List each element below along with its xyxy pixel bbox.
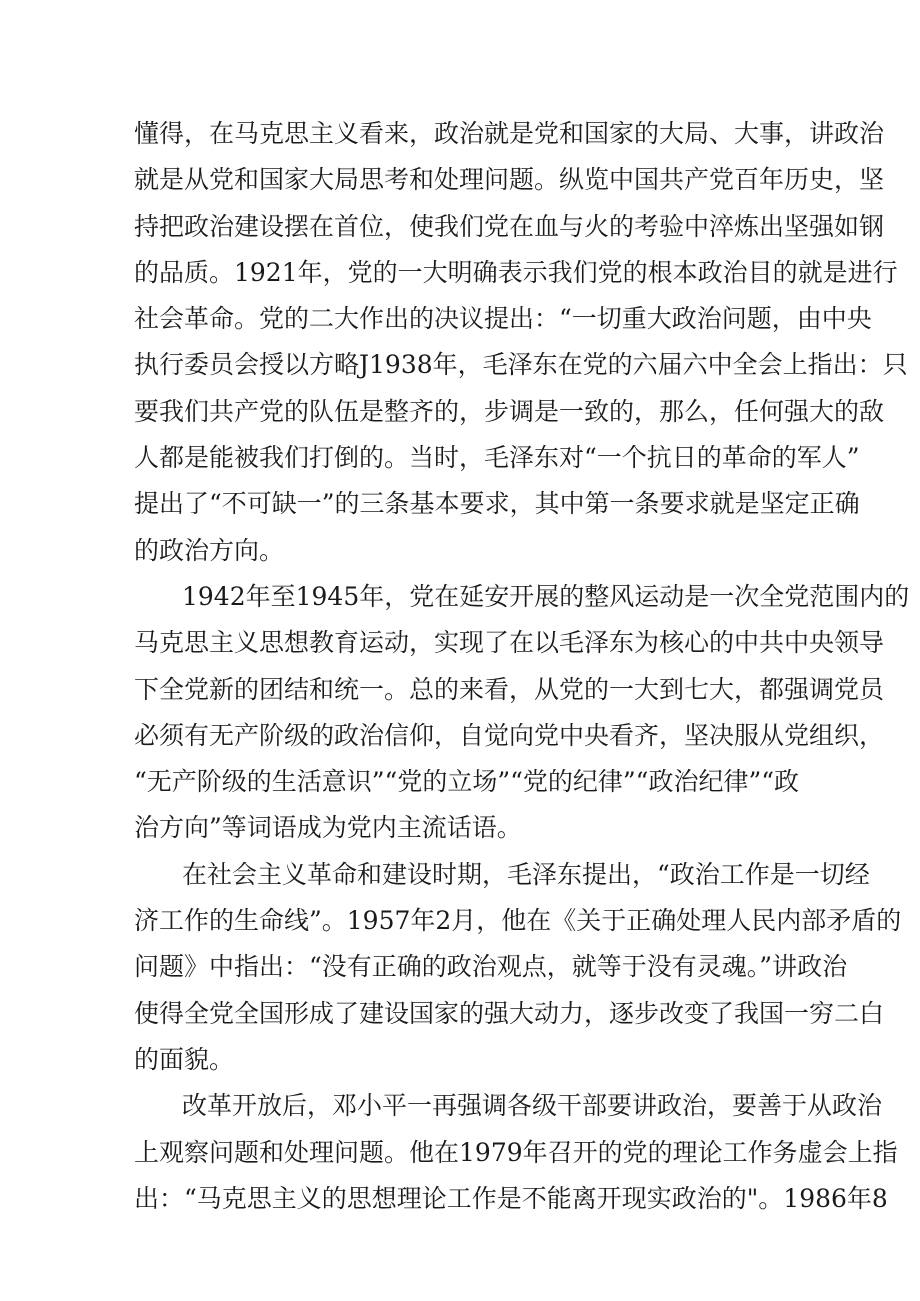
text-line: 执行委员会授以方略J1938年，毛泽东在党的六届六中全会上指出：只 [134, 350, 908, 380]
text-line: 的面貌。 [134, 1044, 235, 1074]
text-line: 1942年至1945年，党在延安开展的整风运动是一次全党范围内的 [182, 581, 910, 611]
document-body [134, 111, 910, 1222]
text-line: 必须有无产阶级的政治信仰，自觉向党中央看齐，坚决服从党组织， [134, 720, 885, 750]
text-line: 马克思主义思想教育运动，实现了在以毛泽东为核心的中共中央领导 [134, 628, 885, 658]
paragraph-2 [134, 574, 910, 852]
text-line: 就是从党和国家大局思考和处理问题。纵览中国共产党百年历史，坚 [134, 165, 885, 195]
text-line: 改革开放后，邓小平一再强调各级干部要讲政治，要善于从政治 [182, 1091, 883, 1121]
paragraph-3 [134, 852, 902, 1083]
text-line: 提出了“不可缺一”的三条基本要求，其中第一条要求就是坚定正确 [134, 489, 860, 519]
text-line: 人都是能被我们打倒的。当时，毛泽东对“一个抗日的革命的军人” [134, 443, 860, 473]
text-line: 懂得，在马克思主义看来，政治就是党和国家的大局、大事，讲政治 [134, 119, 885, 148]
paragraph-1 [134, 111, 908, 574]
text-line: 社会革命。党的二大作出的决议提出：“一切重大政治问题，由中央 [134, 304, 872, 334]
text-line: 济工作的生命线”。1957年2月，他在《关于正确处理人民内部矛盾的 [134, 906, 902, 936]
text-line: 使得全党全国形成了建设国家的强大动力，逐步改变了我国一穷二白 [134, 998, 885, 1028]
text-line: “无产阶级的生活意识”“党的立场”“党的纪律”“政治纪律”“政 [134, 767, 800, 797]
text-line: 的政治方向。 [134, 535, 285, 565]
text-line: 上观察问题和处理问题。他在1979年召开的党的理论工作务虚会上指 [134, 1137, 898, 1167]
text-line: 在社会主义革命和建设时期，毛泽东提出，“政治工作是一切经 [182, 859, 870, 889]
paragraph-4 [134, 1083, 898, 1222]
text-line: 要我们共产党的队伍是整齐的，步调是一致的，那么，任何强大的敌 [134, 396, 885, 426]
text-line: 治方向”等词语成为党内主流话语。 [134, 813, 522, 843]
text-line: 出：“马克思主义的思想理论工作是不能离开现实政治的"。1986年8 [134, 1183, 888, 1213]
text-line: 的品质。1921年，党的一大明确表示我们党的根本政治目的就是进行 [134, 257, 898, 287]
text-line: 下全党新的团结和统一。总的来看，从党的一大到七大，都强调党员 [134, 674, 885, 704]
text-line: 问题》中指出：“没有正确的政治观点，就等于没有灵魂。”讲政治 [134, 952, 848, 982]
text-line: 持把政治建设摆在首位，使我们党在血与火的考验中淬炼出坚强如钢 [134, 211, 885, 241]
